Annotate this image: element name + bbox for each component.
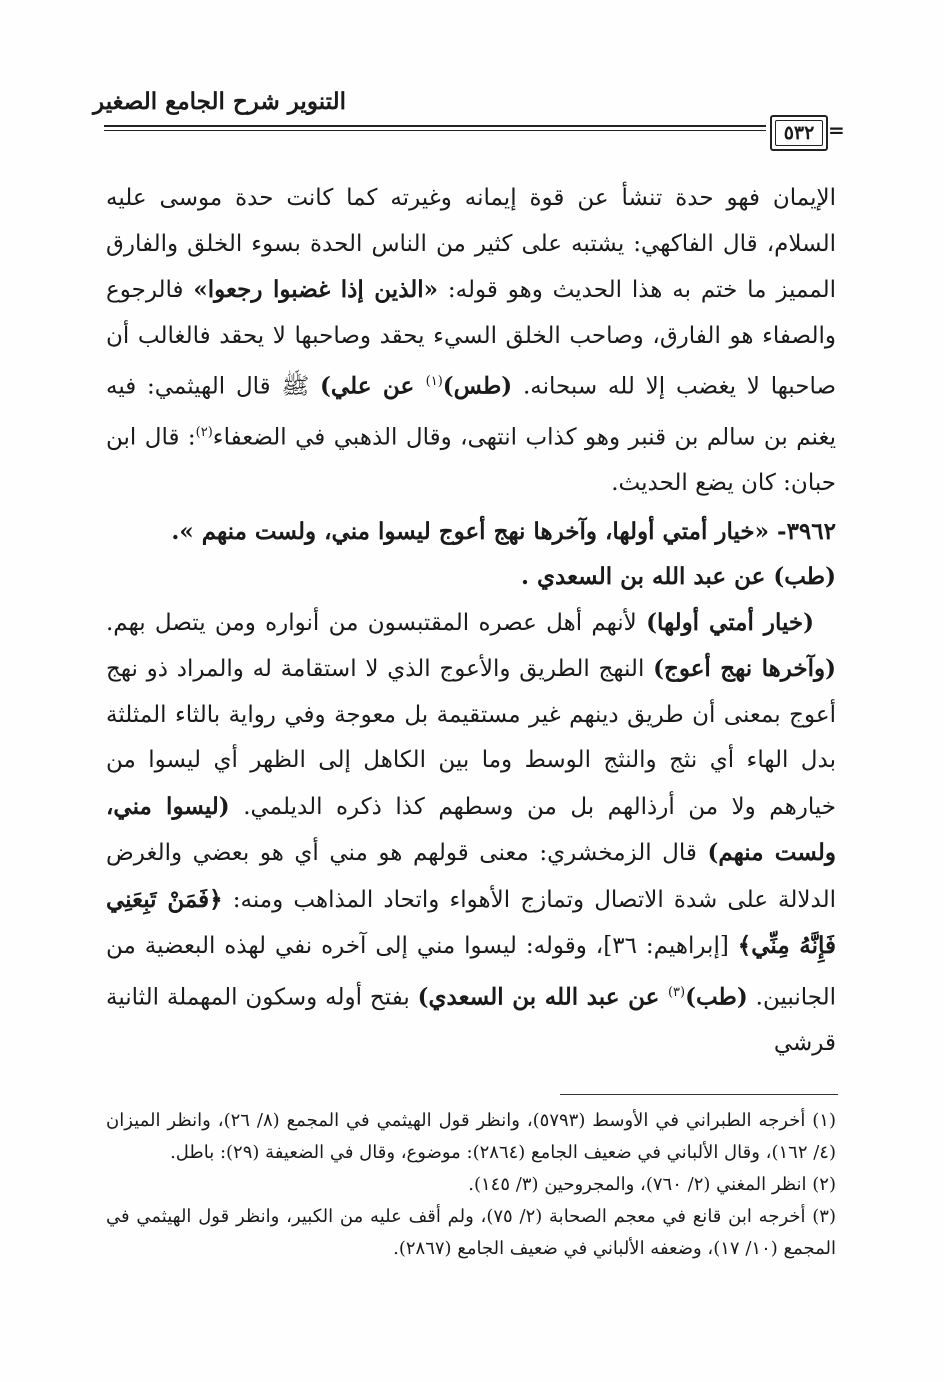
footnote: (٣) أخرجه ابن قانع في معجم الصحابة (٢/ ٧٥)، ولم أقف عليه من الكبير، وانظر قول الهيثمي في المجمع (١٠/ ١٧)، وضعفه الألباني في ضعيف الجامع (٢٨٦٧). — [106, 1206, 836, 1259]
text-run: ﷺ قال الهيثمي: فيه يغنم بن سالم بن قنبر وهو كذاب انتهى، وقال الذهبي في الضعفاء — [106, 373, 836, 451]
narrator: عن علي) — [320, 372, 426, 400]
footnote-ref: (٣) — [667, 984, 686, 1000]
commentary-paragraph — [106, 600, 836, 1067]
lemma: (وآخرها نهج أعوج) — [653, 655, 836, 683]
hadith-text: «خيار أمتي أولها، وآخرها نهج أعوج ليسوا مني، ولست منهم ». — [171, 517, 770, 545]
running-header-title: التنوير شرح الجامع الصغير — [93, 88, 346, 115]
header-rule-thin — [104, 130, 766, 131]
text-run: [إبراهيم: ٣٦]، وقوله: ليسوا مني إلى آخره نفي لهذه البعضية من الجانبين. — [106, 933, 837, 1011]
footnote: (١) أخرجه الطبراني في الأوسط (٥٧٩٣)، وانظر قول الهيثمي في المجمع (٨/ ٢٦)، وانظر الميزان (٤/ ١٦٢)، وقال الألباني في ضعيف الجامع (٢٨٦٤): موضوع، وقال في الضعيفة (٢٩): باطل. — [106, 1110, 836, 1163]
lemma: (ليسوا مني، ولست منهم) — [106, 792, 836, 867]
text-run: قال الزمخشري: معنى قولهم هو مني أي هو بعضي والغرض الدلالة على شدة الاتصال وتمازج الأهواء واتحاد المذاهب ومنه: — [106, 840, 836, 913]
footnote: (٢) انظر المغني (٢/ ٧٦٠)، والمجروحين (٣/ ١٤٥). — [468, 1174, 836, 1195]
narrator: عن عبد الله بن السعدي) — [417, 983, 668, 1011]
source-abbrev: (طس) — [442, 372, 513, 400]
quoted-hadith: «الذين إذا غضبوا رجعوا» — [193, 276, 439, 303]
footnote-ref: (١) — [425, 374, 443, 389]
text-run: لأنهم أهل عصره المقتبسون من أنواره ومن يتصل بهم. — [106, 609, 647, 636]
text-run: فالرجوع والصفاء هو الفارق، وصاحب الخلق السيء يحقد وصاحبها لا يحقد فالغالب أن صاحبها لا يغضب إلا لله سبحانه. — [106, 277, 836, 400]
page-number: ٥٣٢ — [783, 122, 815, 144]
hadith-entry — [106, 509, 836, 555]
text-run: الإيمان فهو حدة تنشأ عن قوة إيمانه وغيرته كما كانت حدة موسى عليه السلام، قال الفاكهي: يشتبه على كثير من الناس الحدة بسوء الخلق والفارق المميز ما ختم به هذا الحديث وهو قوله: — [106, 185, 837, 303]
page-number-dash: = — [828, 118, 845, 142]
page-number-box — [770, 115, 828, 151]
header-rule — [104, 125, 766, 127]
source-abbrev: (طب) — [685, 983, 748, 1011]
commentary-paragraph — [106, 176, 836, 507]
hadith-number: ٣٩٦٢- — [769, 517, 836, 545]
footnote-ref: (٢) — [195, 425, 213, 441]
footnotes — [106, 1105, 836, 1265]
hadith-source: (طب) عن عبد الله بن السعدي . — [520, 563, 836, 591]
text-run: بفتح أوله وسكون المهملة الثانية قرشي — [106, 984, 836, 1056]
text-run: النهج الطريق والأعوج الذي لا استقامة له والمراد ذو نهج أعوج بمعنى أن طريق دينهم غير مستقيمة بل معوجة وفي رواية بالثاء المثلثة بدل الهاء أي نثج والنثج الوسط وما بين الكاهل إلى الظهر أي ليسوا من خيارهم ولا من أرذالهم بل من وسطهم كذا ذكره الديلمي. — [106, 656, 836, 820]
quran-verse: ﴿فَمَنْ تَبِعَنِي فَإِنَّهُ مِنِّي﴾ — [106, 885, 837, 960]
text-run: : قال ابن حبان: كان يضع الحديث. — [106, 424, 836, 497]
main-text — [106, 176, 836, 1066]
footnote-separator — [560, 1094, 838, 1095]
lemma: (خيار أمتي أولها) — [646, 608, 814, 636]
